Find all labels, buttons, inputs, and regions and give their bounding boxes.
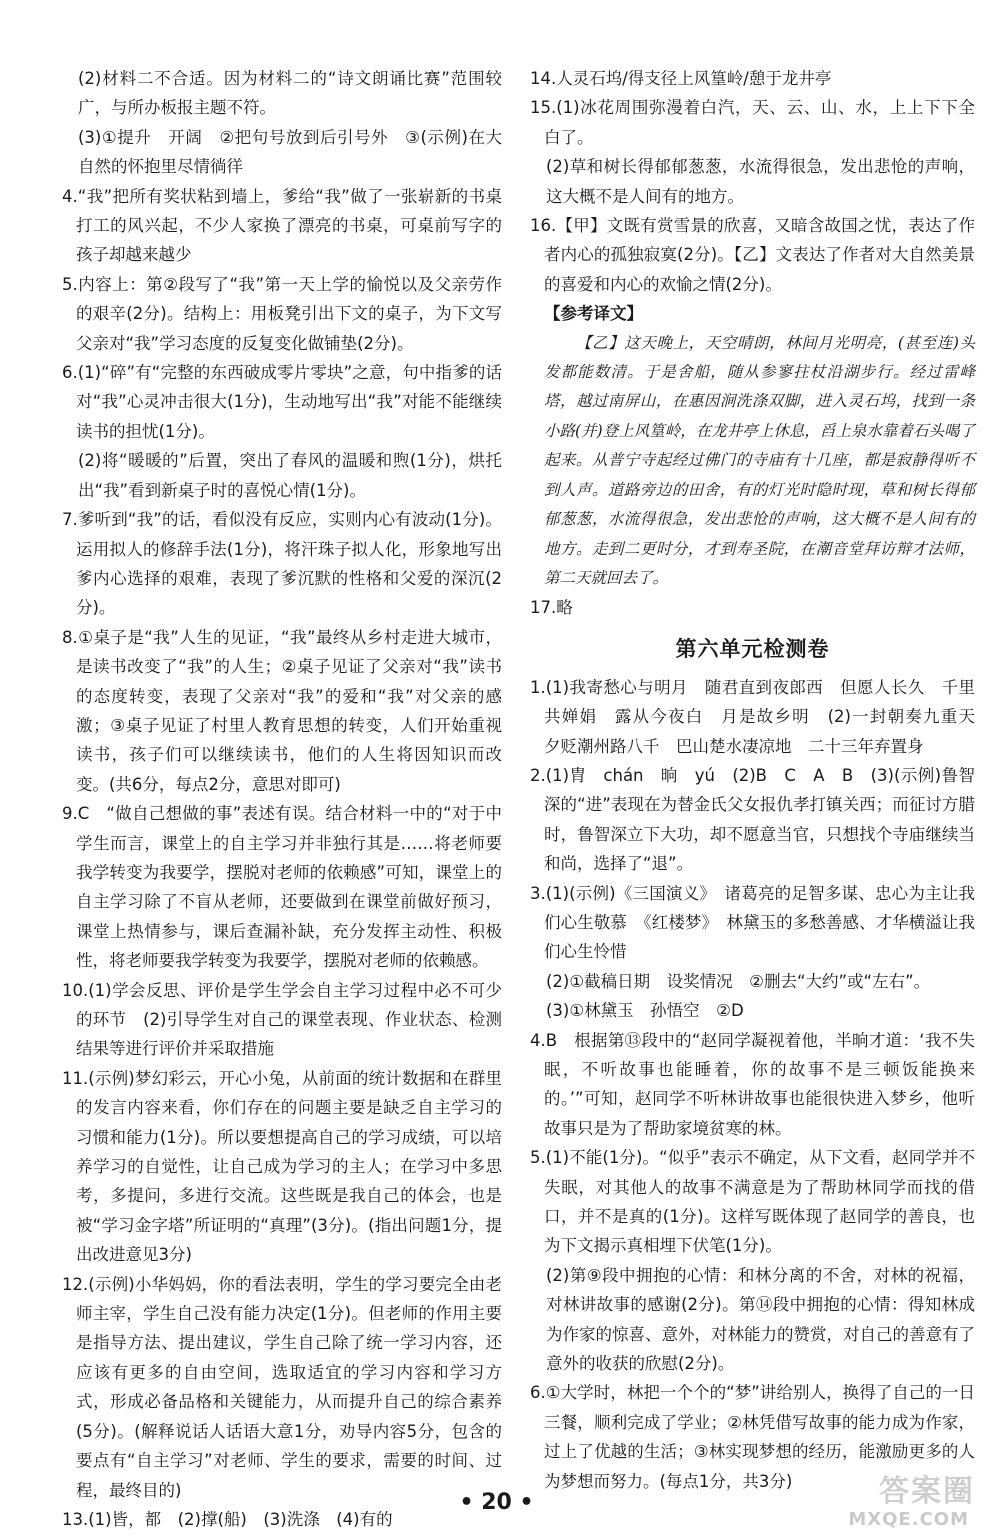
answer-15-1: 15.(1)冰花周围弥漫着白汽，天、云、山、水，上上下下全白了。 [530,98,975,147]
answer-14: 14.人灵石坞/得支径上风篁岭/憩于龙井亭 [530,69,832,88]
unit6-answer-2: 2.(1)胄 chán 晌 yú (2)B C A B (3)(示例)鲁智深的“进”表现在为替金氏父女报仇孝打镇关西；而征讨方腊时，鲁智深立下大功，却不愿意当官，只想找个寺庙继续当和尚，选择了“退”。 [530,765,975,874]
answer-7: 7.爹听到“我”的话，看似没有反应，实则内心有波动(1分)。运用拟人的修辞手法(1分)，将汗珠子拟人化，形象地写出爹内心选择的艰难，表现了爹沉默的性格和父爱的深沉(2分)。 [62,510,502,618]
reference-translation-text: 【乙】这天晚上，天空晴朗，林间月光明亮，(甚至连)头发都能数清。于是舍船，随从参寥拄杖沿湖步行。经过雷峰塔，越过南屏山，在惠因涧洗涤双脚，进入灵石坞，找到一条小路(并)登上风篁岭，在龙井亭上休息，舀上泉水靠着石头喝了起来。从普宁寺起经过佛门的寺庙有十几座，都是寂静得听不到人声。道路旁边的田舍，有的灯光时隐时现，草和树长得郁郁葱葱，水流得很急，发出悲怆的声响，这大概不是人间有的地方。走到二更时分，才到寿圣院，在潮音堂拜访辩才法师，第二天就回去了。 [544,333,975,587]
watermark-logo-text: 答案圈 [879,1474,975,1509]
answer-5: 5.内容上：第②段写了“我”第一天上学的愉悦以及父亲劳作的艰辛(2分)。结构上：用板凳引出下文的桌子，为下文写父亲对“我”学习态度的反复变化做铺垫(2分)。 [62,274,502,353]
left-column [62,64,519,1534]
answer-6-2: (2)将“暖暖的”后置，突出了春风的温暖和煦(1分)，烘托出“我”看到新桌子时的喜悦心情(1分)。 [78,451,502,500]
answer-16: 16.【甲】文既有赏雪景的欣喜，又暗含故国之忧，表达了作者内心的孤独寂寞(2分)。【乙】文表达了作者对大自然美景的喜爱和内心的欢愉之情(2分)。 [530,216,975,294]
answer-17: 17.略 [530,598,573,618]
unit6-answer-3-2: (2)①截稿日期 设奖情况 ②删去“大约”或“左右”。 [546,971,931,991]
answer-3-3: (3)①提升 开阔 ②把句号放到后引号外 ③(示例)在大自然的怀抱里尽情徜徉 [78,127,502,177]
unit6-answer-3-3: (3)①林黛玉 孙悟空 ②D [546,1001,744,1021]
right-column [530,64,992,1496]
answer-8: 8.①桌子是“我”人生的见证，“我”最终从乡村走进大城市，是读书改变了“我”的人生；②桌子见证了父亲对“我”读书的态度转变，表现了父亲对“我”的爱和“我”对父亲的感激；③桌子见证了村里人教育思想的转变，人们开始重视读书，孩子们可以继续读书，他们的人生将因知识而改变。(共6分，每点2分，意思对即可) [62,627,502,794]
unit6-answer-4: 4.B 根据第⑬段中的“赵同学凝视着他，半晌才道：‘我不失眠，不听故事也能睡着，你的故事不是三顿饭能换来的。’”可知，赵同学不听林讲故事也能很快进入梦乡，他听故事只是为了帮助家境贫寒的林。 [530,1030,975,1138]
unit6-answer-5-2: (2)第⑨段中拥抱的心情：和林分离的不舍，对林的祝福，对林讲故事的感谢(2分)。第⑭段中拥抱的心情：得知林成为作家的惊喜、意外，对林能力的赞赏，对自己的善意有了意外的收获的欣慰(2分)。 [546,1265,975,1374]
unit6-answer-3-1: 3.(1)(示例)《三国演义》 诸葛亮的足智多谋、忠心为主让我们心生敬慕 《红楼梦》 林黛玉的多愁善感、才华横溢让我们心生怜惜 [530,883,975,962]
answer-13: 13.(1)皆，都 (2)撑(船) (3)洗涤 (4)有的 [62,1509,393,1529]
unit6-answer-6: 6.①大学时，林把一个个的“梦”讲给别人，换得了自己的一日三餐，顺利完成了学业；②林凭借写故事的能力成为作家，过上了优越的生活；③林实现梦想的经历，能激励更多的人为梦想而努力。(每点1分，共3分) [530,1383,975,1491]
unit6-answer-5-1: 5.(1)不能(1分)。“似乎”表示不确定，从下文看，赵同学并不失眠，对其他人的故事不满意是为了帮助林同学而找的借口，并不是真的(1分)。这样写既体现了赵同学的善良，也为下文揭示真相埋下伏笔(1分)。 [530,1148,975,1256]
answer-12: 12.(示例)小华妈妈，你的看法表明，学生的学习要完全由老师主宰，学生自己没有能力决定(1分)。但老师的作用主要是指导方法、提出建议，学生自己除了统一学习内容，还应该有更多的自由空间，选取适宜的学习内容和学习方式，形成必备品格和关键能力，从而提升自己的综合素养(5分)。(解释说话人话语大意1分，劝导内容5分，包含的要点有“自主学习”对老师、学生的要求，需要的时间、过程，最终目的) [62,1274,502,1500]
watermark-url: MXQE.COM [848,1509,969,1530]
answer-6-1: 6.(1)“碎”有“完整的东西破成零片零块”之意，句中指爹的话对“我”心灵冲击很大(1分)，生动地写出“我”对能不能继续读书的担忧(1分)。 [62,363,502,441]
answer-15-2: (2)草和树长得郁郁葱葱，水流得很急，发出悲怆的声响，这大概不是人间有的地方。 [546,157,975,206]
unit6-answer-1: 1.(1)我寄愁心与明月 随君直到夜郎西 但愿人长久 千里共婵娟 露从今夜白 月是故乡明 (2)一封朝奏九重天 夕贬潮州路八千 巴山楚水凄凉地 二十三年弃置身 [530,677,992,756]
page-number: • 20 • [459,1490,534,1515]
section-title: 第六单元检测卷 [675,636,830,661]
answer-11: 11.(示例)梦幻彩云，开心小兔，从前面的统计数据和在群里的发言内容来看，你们存在的问题主要是缺乏自主学习的习惯和能力(1分)。所以要想提高自己的学习成绩，可以培养学习的自觉性，让自己成为学习的主人；在学习中多思考，多提问，多进行交流。这些既是我自己的体会，也是被“学习金字塔”所证明的“真理”(3分)。(指出问题1分，提出改进意见3分) [62,1068,502,1265]
answer-10: 10.(1)学会反思、评价是学生学会自主学习过程中必不可少的环节 (2)引导学生对自己的课堂表现、作业状态、检测结果等进行评价并采取措施 [62,980,502,1059]
answer-9: 9.C “做自己想做的事”表述有误。结合材料一中的“对于中学生而言，课堂上的自主学习并非独行其是……将老师要我学转变为我要学，摆脱对老师的依赖感”可知，课堂上的自主学习除了不盲从老师，还要做到在课堂前做好预习，课堂上热情参与，课后查漏补缺，充分发挥主动性、积极性，将老师要我学转变为我要学，摆脱对老师的依赖感。 [62,804,502,971]
site-watermark [785,1466,975,1530]
answer-3-2: (2)材料二不合适。因为材料二的“诗文朗诵比赛”范围较广，与所办板报主题不符。 [78,69,502,118]
reference-translation-title: 【参考译文】 [544,304,643,324]
answer-4: 4.“我”把所有奖状粘到墙上，爹给“我”做了一张崭新的书桌 打工的风兴起，不少人家换了漂亮的书桌，可桌前写字的孩子却越来越少 [62,186,519,265]
